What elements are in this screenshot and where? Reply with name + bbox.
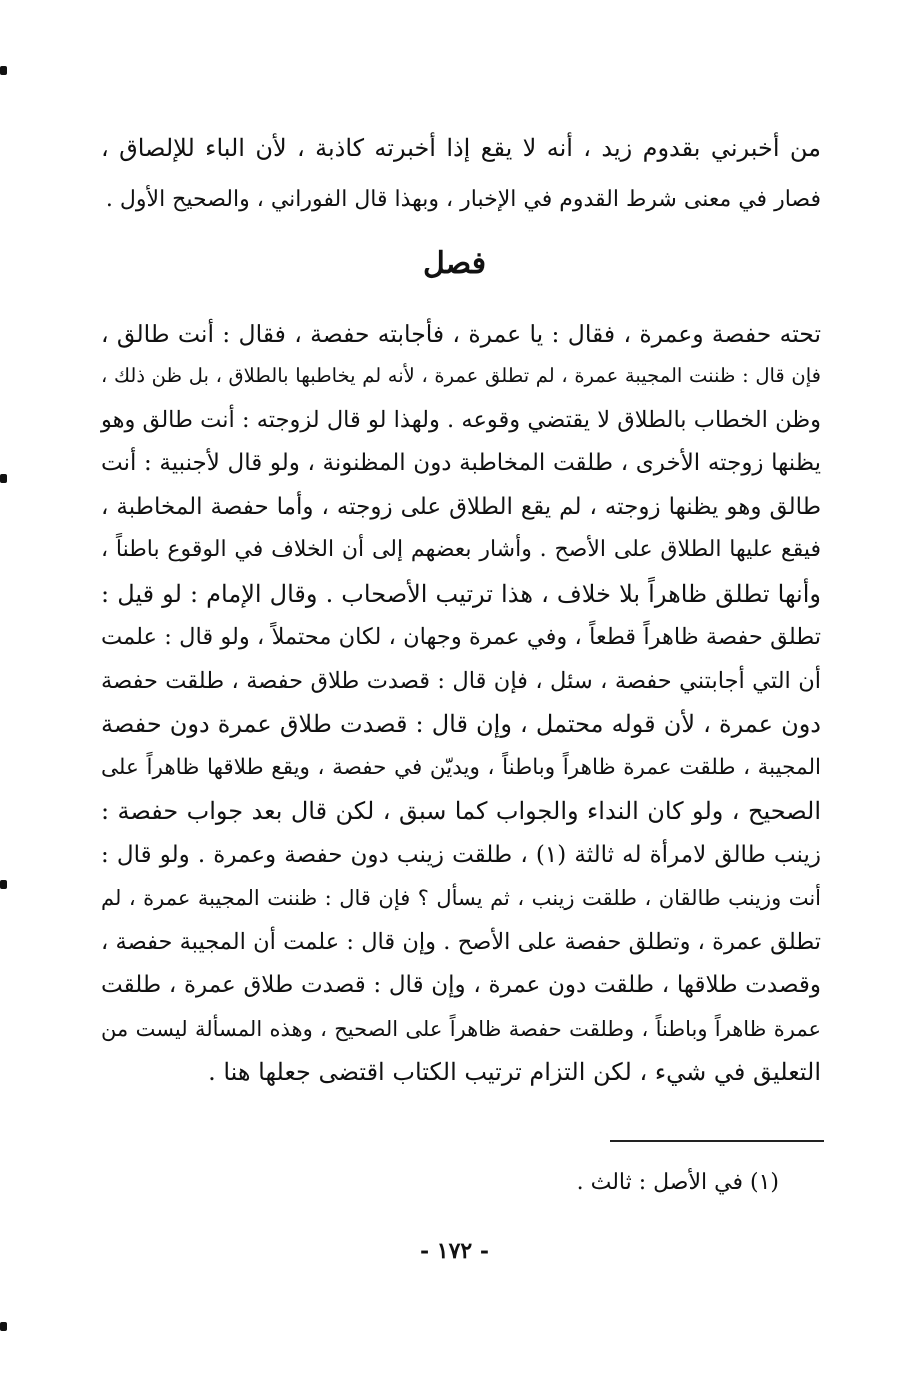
body-line: وأنها تطلق ظاهراً بلا خلاف ، هذا ترتيب الأصحاب . وقال الإمام : لو قيل : — [101, 580, 821, 608]
scan-mark — [0, 880, 7, 889]
body-line: فيقع عليها الطلاق على الأصح . وأشار بعضهم إلى أن الخلاف في الوقوع باطناً ، — [101, 537, 821, 562]
body-line: المجيبة ، طلقت عمرة ظاهراً وباطناً ، ويديّن في حفصة ، ويقع طلاقها ظاهراً على — [101, 755, 821, 780]
body-line: الصحيح ، ولو كان النداء والجواب كما سبق ، لكن قال بعد جواب حفصة : — [101, 797, 821, 825]
body-line: تحته حفصة وعمرة ، فقال : يا عمرة ، فأجابته حفصة ، فقال : أنت طالق ، — [101, 320, 821, 348]
scan-mark — [0, 1322, 7, 1331]
footnote-divider — [610, 1140, 824, 1142]
intro-line: فصار في معنى شرط القدوم في الإخبار ، وبهذا قال الفوراني ، والصحيح الأول . — [105, 187, 821, 212]
body-line: وظن الخطاب بالطلاق لا يقتضي وقوعه . ولهذا لو قال لزوجته : أنت طالق وهو — [101, 407, 822, 433]
body-line: عمرة ظاهراً وباطناً ، وطلقت حفصة ظاهراً على الصحيح ، وهذه المسألة ليست من — [101, 1017, 821, 1041]
footnote: (١) في الأصل : ثالث . — [576, 1170, 779, 1195]
section-title: فصل — [422, 246, 487, 281]
body-line: يظنها زوجته الأخرى ، طلقت المخاطبة دون المظنونة ، ولو قال لأجنبية : أنت — [101, 450, 821, 476]
intro-line: من أخبرني بقدوم زيد ، أنه لا يقع إذا أخبرته كاذبة ، لأن الباء للإلصاق ، — [101, 134, 821, 162]
page-number: - ١٧٢ - — [419, 1238, 490, 1264]
body-line: وقصدت طلاقها ، طلقت دون عمرة ، وإن قال : قصدت طلاق عمرة ، طلقت — [101, 972, 821, 998]
body-line: زينب طالق لامرأة له ثالثة (١) ، طلقت زينب دون حفصة وعمرة . ولو قال : — [101, 842, 821, 868]
body-line: أن التي أجابتني حفصة ، سئل ، فإن قال : قصدت طلاق حفصة ، طلقت حفصة — [101, 668, 821, 694]
scan-mark — [0, 66, 7, 75]
body-line: التعليق في شيء ، لكن التزام ترتيب الكتاب اقتضى جعلها هنا . — [208, 1058, 821, 1086]
scan-mark — [0, 474, 7, 483]
body-line: أنت وزينب طالقان ، طلقت زينب ، ثم يسأل ؟ فإن قال : ظننت المجيبة عمرة ، لم — [101, 886, 821, 910]
body-line: تطلق حفصة ظاهراً قطعاً ، وفي عمرة وجهان ، لكان محتملاً ، ولو قال : علمت — [101, 624, 821, 650]
body-line: فإن قال : ظننت المجيبة عمرة ، لم تطلق عمرة ، لأنه لم يخاطبها بالطلاق ، بل ظن ذلك ، — [101, 364, 821, 387]
body-line: تطلق عمرة ، وتطلق حفصة على الأصح . وإن قال : علمت أن المجيبة حفصة ، — [101, 929, 821, 955]
body-line: طالق وهو يظنها زوجته ، لم يقع الطلاق على زوجته ، وأما حفصة المخاطبة ، — [101, 494, 821, 520]
body-line: دون عمرة ، لأن قوله محتمل ، وإن قال : قصدت طلاق عمرة دون حفصة — [101, 710, 821, 738]
